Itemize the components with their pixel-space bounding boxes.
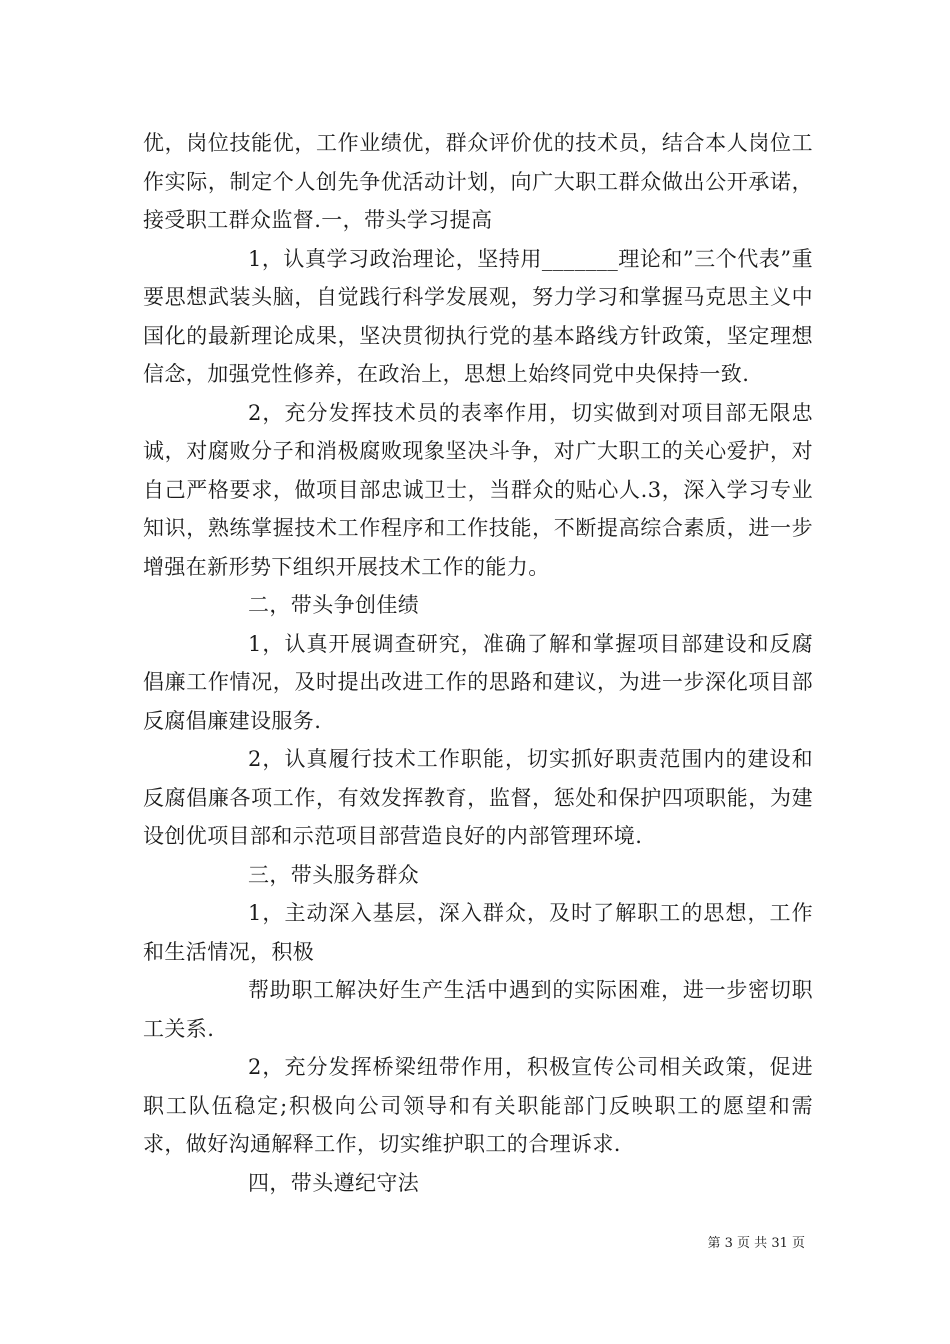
paragraph-exemplary-role: 2，充分发挥技术员的表率作用，切实做到对项目部无限忠诚，对腐败分子和消极腐败现象坚决斗争，对广大职工的关心爱护，对自己严格要求，做项目部忠诚卫士，当群众的贴心人.3，深入学习专业知识，熟练掌握技术工作程序和工作技能，不断提高综合素质，进一步增强在新形势下组织开展技术工作的能力。	[143, 400, 813, 579]
paragraph-help-workers: 帮助职工解决好生产生活中遇到的实际困难，进一步密切职工关系.	[143, 978, 813, 1041]
page-number: 第 3 页 共 31 页	[707, 1236, 805, 1251]
paragraph-study-theory: 1，认真学习政治理论，坚持用_______理论和”三个代表”重要思想武装头脑，自觉践行科学发展观，努力学习和掌握马克思主义中国化的最新理论成果，坚决贯彻执行党的基本路线方针政策，坚定理想信念，加强党性修养，在政治上，思想上始终同党中央保持一致.	[143, 246, 813, 386]
section-heading-serve-masses: 三，带头服务群众	[248, 862, 420, 887]
paragraph-continuation: 优，岗位技能优，工作业绩优，群众评价优的技术员，结合本人岗位工作实际，制定个人创先争优活动计划，向广大职工群众做出公开承诺，接受职工群众监督.一，带头学习提高	[143, 131, 813, 232]
document-body	[143, 124, 813, 1202]
section-heading-discipline: 四，带头遵纪守法	[248, 1170, 420, 1195]
paragraph-research: 1，认真开展调查研究，准确了解和掌握项目部建设和反腐倡廉工作情况，及时提出改进工作的思路和建议，为进一步深化项目部反腐倡廉建设服务.	[143, 631, 813, 733]
paragraph-bridge-role: 2，充分发挥桥梁纽带作用，积极宣传公司相关政策，促进职工队伍稳定;积极向公司领导和有关职能部门反映职工的愿望和需求，做好沟通解释工作，切实维护职工的合理诉求.	[143, 1055, 813, 1156]
paragraph-grassroots: 1，主动深入基层，深入群众，及时了解职工的思想，工作和生活情况，积极	[143, 901, 813, 964]
section-heading-achievements: 二，带头争创佳绩	[248, 593, 420, 617]
paragraph-duties: 2，认真履行技术工作职能，切实抓好职责范围内的建设和反腐倡廉各项工作，有效发挥教育，监督，惩处和保护四项职能，为建设创优项目部和示范项目部营造良好的内部管理环境.	[143, 747, 813, 848]
